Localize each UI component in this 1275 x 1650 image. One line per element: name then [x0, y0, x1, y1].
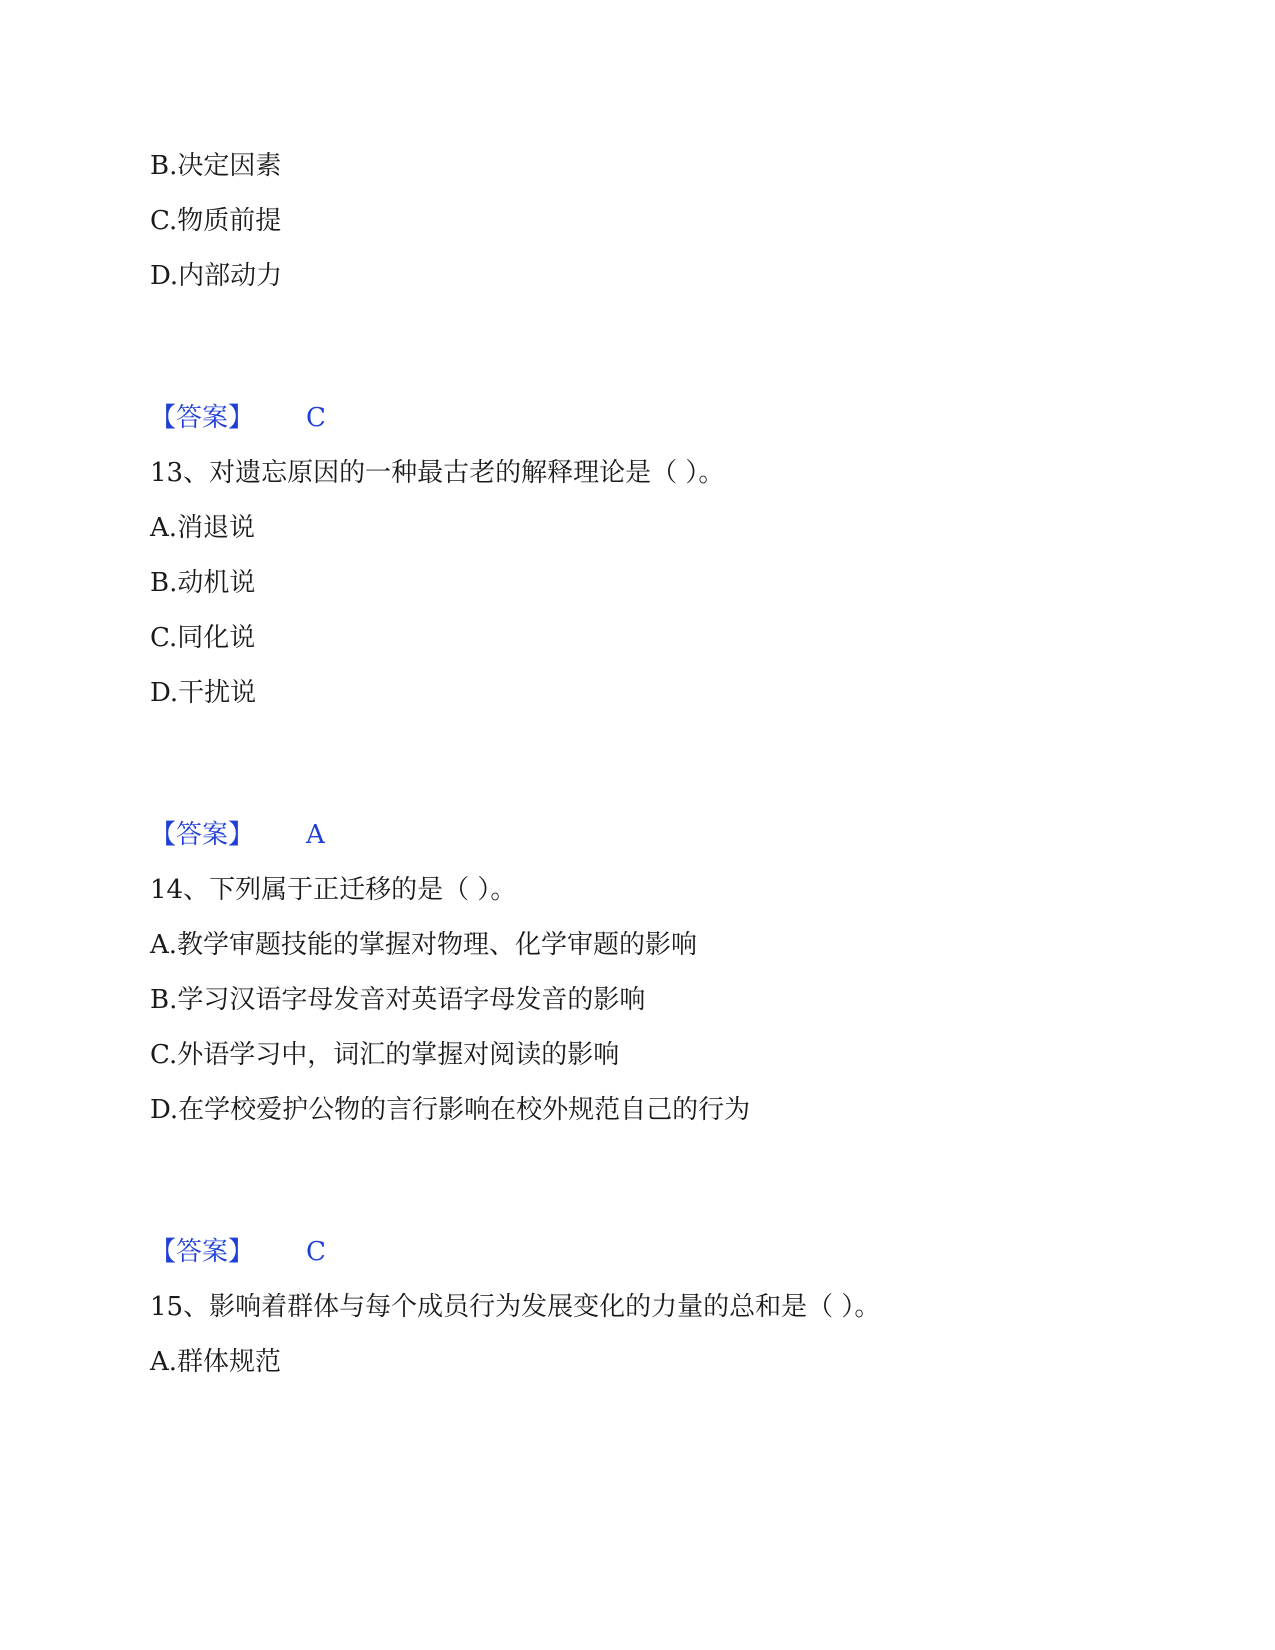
q13-answer: [150, 819, 325, 851]
answer-value: A: [306, 820, 325, 850]
q14-stem: 14、下列属于正迁移的是（ ）。: [150, 875, 517, 905]
answer-label: 【答案】: [150, 1237, 255, 1267]
q12-option-d: D.内部动力: [150, 261, 283, 291]
q14-option-a: A.教学审题技能的掌握对物理、化学审题的影响: [150, 930, 698, 960]
answer-value: C: [306, 1237, 326, 1267]
q12-option-b: B.决定因素: [150, 151, 282, 181]
q12-option-c: C.物质前提: [150, 206, 282, 236]
q13-option-b: B.动机说: [150, 568, 256, 598]
q13-option-d: D.干扰说: [150, 678, 257, 708]
q14-option-d: D.在学校爱护公物的言行影响在校外规范自己的行为: [150, 1095, 751, 1125]
q12-answer: [150, 402, 326, 434]
q13-option-c: C.同化说: [150, 623, 256, 653]
q14-option-b: B.学习汉语字母发音对英语字母发音的影响: [150, 985, 646, 1015]
answer-label: 【答案】: [150, 820, 255, 850]
q14-answer: [150, 1236, 326, 1268]
q15-option-a: A.群体规范: [150, 1347, 282, 1377]
answer-label: 【答案】: [150, 403, 255, 433]
q13-option-a: A.消退说: [150, 513, 256, 543]
answer-value: C: [306, 403, 326, 433]
q15-stem: 15、影响着群体与每个成员行为发展变化的力量的总和是（ ）。: [150, 1292, 881, 1322]
q13-stem: 13、对遗忘原因的一种最古老的解释理论是（ ）。: [150, 458, 725, 488]
q14-option-c: C.外语学习中，词汇的掌握对阅读的影响: [150, 1040, 620, 1070]
